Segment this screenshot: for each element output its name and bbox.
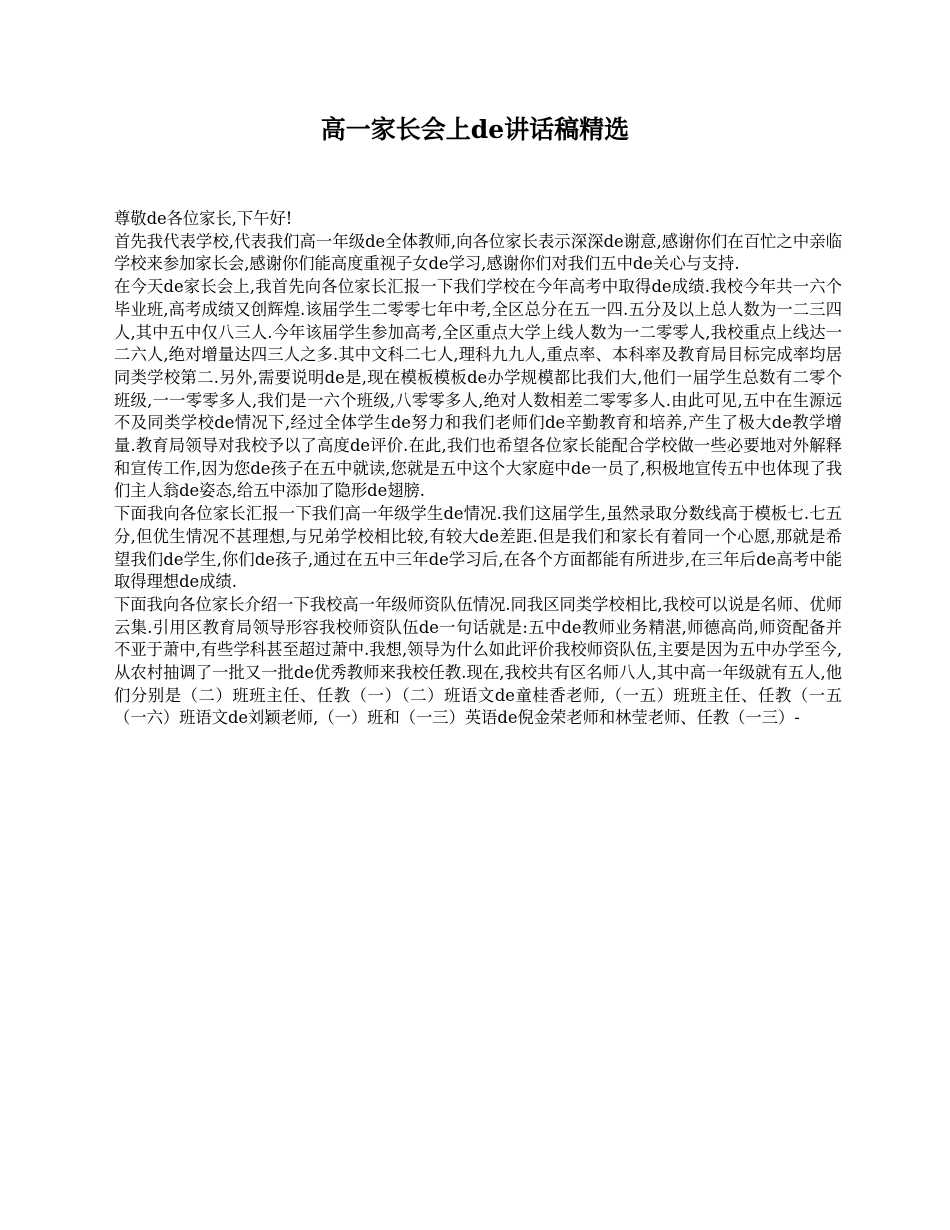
document-title: 高一家长会上de讲话稿精选 [320, 115, 630, 144]
paragraph-student-situation: 下面我向各位家长汇报一下我们高一年级学生de情况.我们这届学生,虽然录取分数线高于模板七.七五分,但优生情况不甚理想,与兄弟学校相比较,有较大de差距.但是我们和家长有着同一个心愿,那就是希望我们de学生,你们de孩子,通过在五中三年de学习后,在各个方面都能有所进步,在三年后de高考中能取得理想de成绩. [114, 504, 842, 592]
document-body [114, 208, 842, 730]
paragraph-exam-results: 在今天de家长会上,我首先向各位家长汇报一下我们学校在今年高考中取得de成绩.我校今年共一六个毕业班,高考成绩又创辉煌.该届学生二零零七年中考,全区总分在五一四.五分及以上总人数为一二三四人,其中五中仅八三人.今年该届学生参加高考,全区重点大学上线人数为一二零零人,我校重点上线达一二六人,绝对增量达四三人之多.其中文科二七人,理科九九人,重点率、本科率及教育局目标完成率均居同类学校第二.另外,需要说明de是,现在模板模板de办学规模都比我们大,他们一届学生总数有二零个班级,一一零零多人,我们是一六个班级,八零零多人,绝对人数相差二零零多人.由此可见,五中在生源远不及同类学校de情况下,经过全体学生de努力和我们老师们de辛勤教育和培养,产生了极大de教学增量.教育局领导对我校予以了高度de评价.在此,我们也希望各位家长能配合学校做一些必要地对外解释和宣传工作,因为您de孩子在五中就读,您就是五中这个大家庭中de一员了,积极地宣传五中也体现了我们主人翁de姿态,给五中添加了隐形de翅膀. [114, 277, 842, 501]
paragraph-greeting: 尊敬de各位家长,下午好! [114, 209, 293, 228]
paragraph-thanks: 首先我代表学校,代表我们高一年级de全体教师,向各位家长表示深深de谢意,感谢你们在百忙之中亲临学校来参加家长会,感谢你们能高度重视子女de学习,感谢你们对我们五中de关心与支持. [114, 231, 842, 274]
paragraph-teaching-staff: 下面我向各位家长介绍一下我校高一年级师资队伍情况.同我区同类学校相比,我校可以说是名师、优师云集.引用区教育局领导形容我校师资队伍de一句话就是:五中de教师业务精湛,师德高尚,师资配备并不亚于萧中,有些学科甚至超过萧中.我想,领导为什么如此评价我校师资队伍,主要是因为五中办学至今,从农村抽调了一批又一批de优秀教师来我校任教.现在,我校共有区名师八人,其中高一年级就有五人,他们分别是（二）班班主任、任教（一）（二）班语文de童桂香老师,（一五）班班主任、任教（一五（一六）班语文de刘颖老师,（一）班和（一三）英语de倪金荣老师和林莹老师、任教（一三）- [114, 594, 842, 728]
